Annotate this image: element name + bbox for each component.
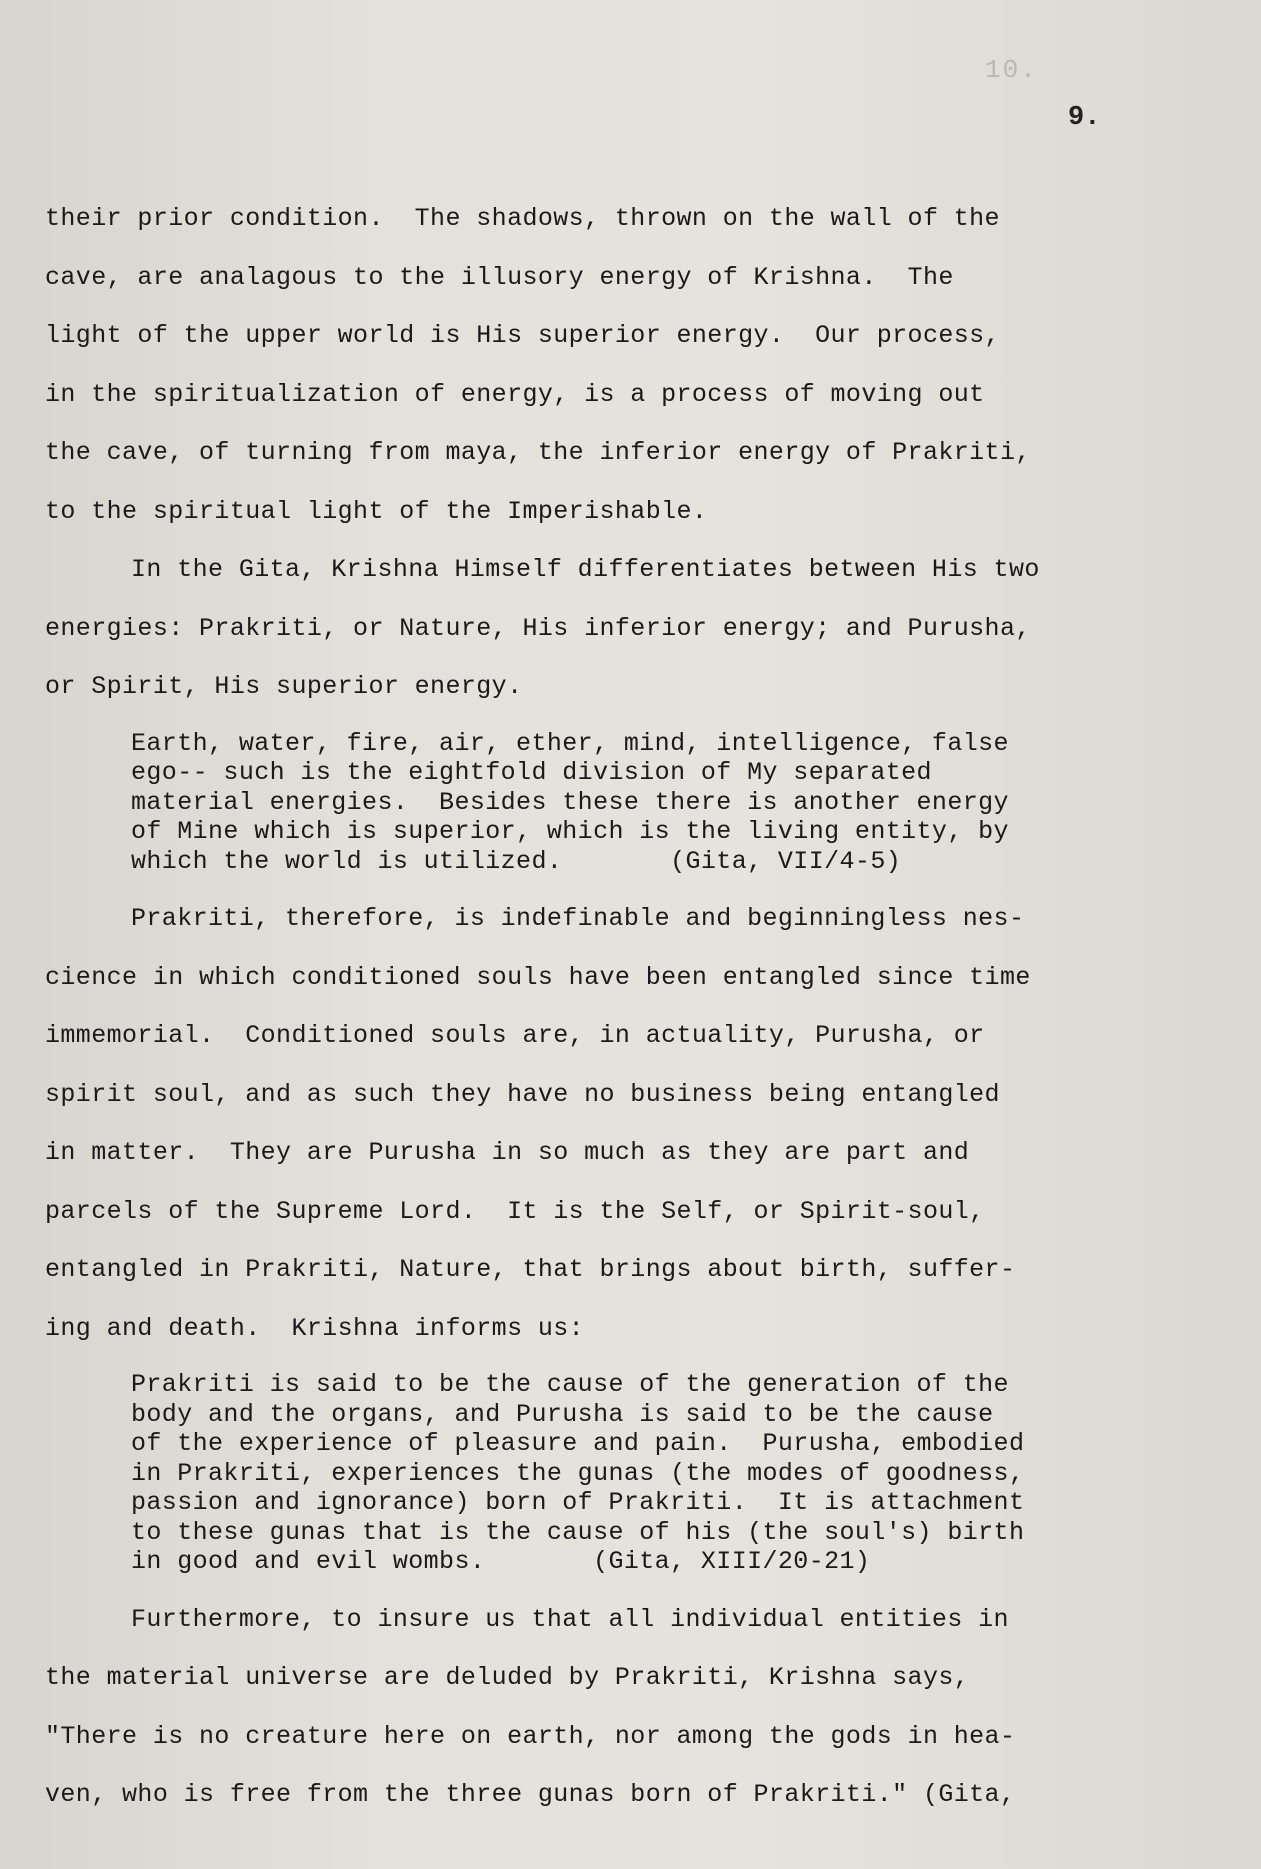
paragraph-gunas	[45, 1591, 1195, 1825]
text-line: light of the upper world is His superior energy. Our process,	[45, 321, 1000, 350]
quote-line: ego-- such is the eightfold division of My separated	[131, 758, 932, 787]
text-line: cience in which conditioned souls have been entangled since time	[45, 962, 1031, 992]
text-line: entangled in Prakriti, Nature, that brings about birth, suffer-	[45, 1255, 1016, 1284]
text-line: the cave, of turning from maya, the inferior energy of Prakriti,	[45, 438, 1031, 467]
quote-line: of Mine which is superior, which is the living entity, by	[131, 817, 1009, 846]
quote-line: in Prakriti, experiences the gunas (the modes of goodness,	[131, 1458, 1025, 1488]
quote-line: which the world is utilized. (Gita, VII/4-5)	[131, 846, 902, 876]
quote-line: body and the organs, and Purusha is said to be the cause	[131, 1399, 994, 1429]
quote-line: of the experience of pleasure and pain. Purusha, embodied	[131, 1429, 1025, 1458]
paragraph-prakriti	[45, 890, 1195, 1358]
text-line: or Spirit, His superior energy.	[45, 672, 523, 701]
text-line: in matter. They are Purusha in so much as they are part and	[45, 1138, 970, 1167]
text-line: the material universe are deluded by Prakriti, Krishna says,	[45, 1663, 970, 1692]
quote-line: to these gunas that is the cause of his (the soul's) birth	[131, 1517, 1025, 1547]
block-quote-gita-vii	[45, 729, 1195, 877]
page-number: 9.	[1068, 103, 1101, 133]
block-quote-gita-xiii	[45, 1370, 1195, 1577]
text-line: spirit soul, and as such they have no business being entangled	[45, 1079, 1000, 1109]
quote-line: material energies. Besides these there is another energy	[131, 787, 1009, 817]
text-line: in the spiritualization of energy, is a process of moving out	[45, 379, 985, 409]
text-line: parcels of the Supreme Lord. It is the Self, or Spirit-soul,	[45, 1196, 985, 1226]
text-line: immemorial. Conditioned souls are, in actuality, Purusha, or	[45, 1021, 985, 1050]
quote-line: Prakriti is said to be the cause of the generation of the	[131, 1370, 1009, 1399]
text-line: to the spiritual light of the Imperishable.	[45, 496, 708, 526]
quote-line: passion and ignorance) born of Prakriti. It is attachment	[131, 1488, 1025, 1517]
text-line: energies: Prakriti, or Nature, His inferior energy; and Purusha,	[45, 613, 1031, 643]
bleed-through-page-number: 10.	[985, 55, 1038, 85]
quote-line: Earth, water, fire, air, ether, mind, intelligence, false	[131, 728, 1009, 758]
text-line: cave, are analagous to the illusory energy of Krishna. The	[45, 262, 954, 292]
body-text	[45, 190, 1195, 1825]
paragraph-shadows	[45, 190, 1195, 541]
text-line: In the Gita, Krishna Himself differentiates between His two	[131, 555, 1040, 584]
text-line: Prakriti, therefore, is indefinable and beginningless nes-	[131, 904, 1025, 933]
text-line: ven, who is free from the three gunas born of Prakriti." (Gita,	[45, 1780, 1016, 1809]
paragraph-two-energies	[45, 541, 1195, 717]
text-line: their prior condition. The shadows, thrown on the wall of the	[45, 204, 1000, 233]
text-line: "There is no creature here on earth, nor among the gods in hea-	[45, 1721, 1016, 1751]
quote-line: in good and evil wombs. (Gita, XIII/20-21)	[131, 1547, 871, 1576]
text-line: ing and death. Krishna informs us:	[45, 1313, 585, 1343]
text-line: Furthermore, to insure us that all individual entities in	[131, 1604, 1009, 1634]
